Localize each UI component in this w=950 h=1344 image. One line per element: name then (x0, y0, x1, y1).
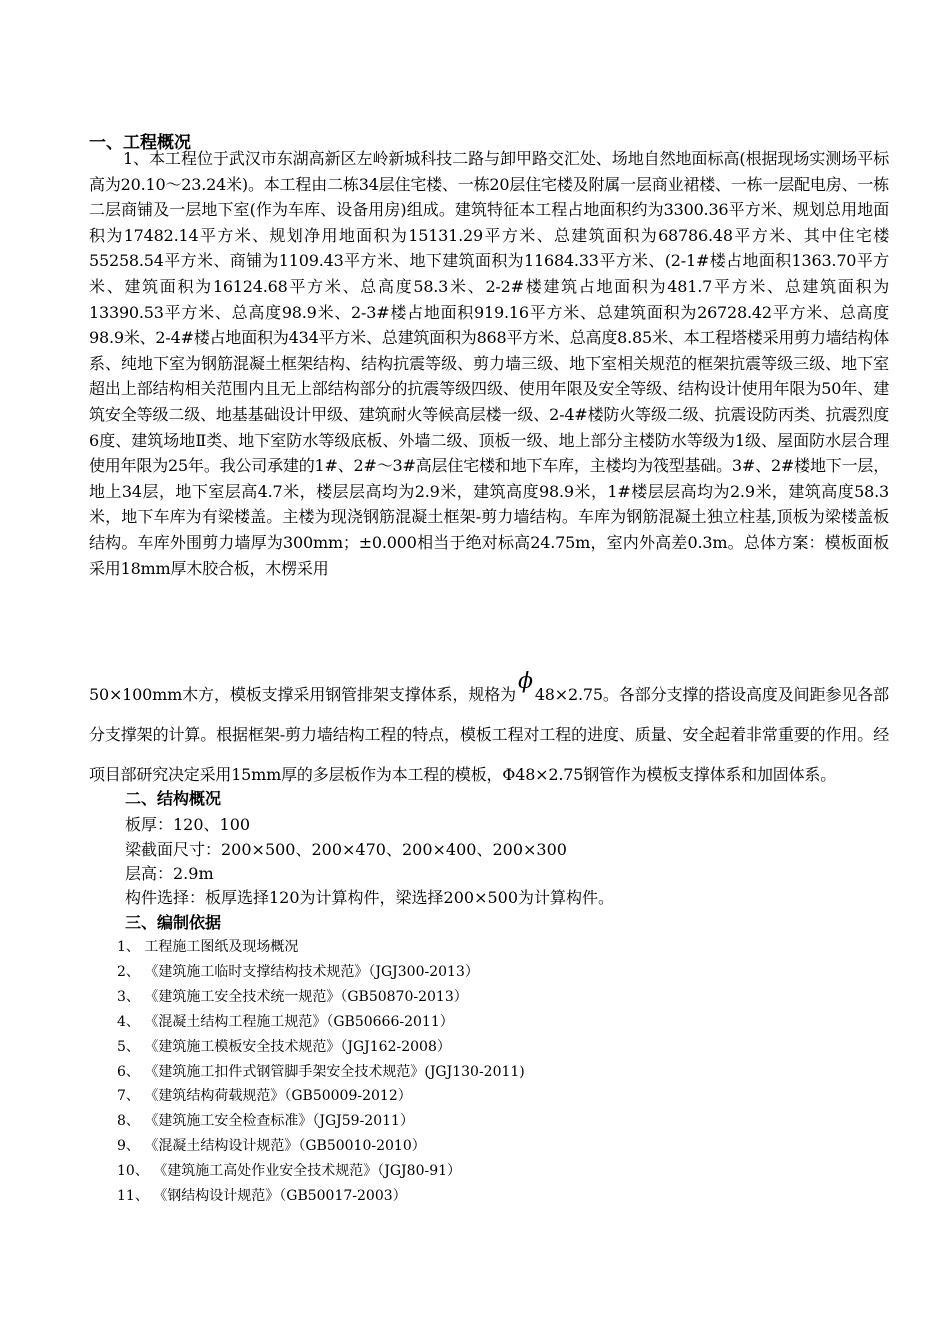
section1-paragraph-main: 1、本工程位于武汉市东湖高新区左岭新城科技二路与卸甲路交汇处、场地自然地面标高(根据现场实测场平标高为20.10～23.24米)。本工程由二栋34层住宅楼、一栋20层住宅楼及附属一层商业裙楼、一栋一层配电房、一栋二层商铺及一层地下室(作为车库、设备用房)组成。建筑特征本工程占地面积约为3300.36平方米、规划总用地面积为17482.14平方米、规划净用地面积为15131.29平方米、总建筑面积为68786.48平方米、其中住宅楼55258.54平方米、商铺为1109.43平方米、地下建筑面积为11684.33平方米、(2-1#楼占地面积1363.70平方米、建筑面积为16124.68平方米、总高度58.3米、2-2#楼建筑占地面积为481.7平方米、总建筑面积为13390.53平方米、总高度98.9米、2-3#楼占地面积919.16平方米、总建筑面积为26728.42平方米、总高度98.9米、2-4#楼占地面积为434平方米、总建筑面积为868平方米、总高度8.85米、本工程塔楼采用剪力墙结构体系、纯地下室为钢筋混凝土框架结构、结构抗震等级、剪力墙三级、地下室相关规范的框架抗震等级三级、地下室超出上部结构相关范围内且无上部结构部分的抗震等级四级、使用年限及安全等级、结构设计使用年限为50年、建筑安全等级二级、地基基础设计甲级、建筑耐火等候高层楼一级、2-4#楼防火等级二级、抗震设防丙类、抗震烈度6度、建筑场地Ⅱ类、地下室防水等级底板、外墙二级、顶板一级、地上部分主楼防水等级为1级、屋面防水层合理使用年限为25年。我公司承建的1#、2#～3#高层住宅楼和地下车库，主楼均为筏型基础。3#、2#楼地下一层，地上34层，地下室层高4.7米，楼层层高均为2.9米，建筑高度98.9米，1#楼层层高均为2.9米，建筑高度58.3米，地下车库为有梁楼盖。主楼为现浇钢筋混凝土框架-剪力墙结构。车库为钢筋混凝土独立柱基,顶板为梁楼盖板结构。车库外围剪力墙厚为300mm；±0.000相当于绝对标高24.75m，室内外高差0.3m。总体方案：模板面板采用18mm厚木胶合板，木楞采用 (89, 149, 889, 578)
reference-item: 11、 《钢结构设计规范》（GB50017-2003） (117, 1188, 407, 1204)
section2-line: 梁截面尺寸：200×500、200×470、200×400、200×300 (125, 840, 567, 859)
reference-item: 4、 《混凝土结构工程施工规范》（GB50666-2011） (117, 1014, 454, 1030)
reference-item: 10、 《建筑施工高处作业安全技术规范》（JGJ80-91） (117, 1163, 462, 1179)
section1-title: 一、工程概况 (89, 133, 191, 153)
reference-item: 8、 《建筑施工安全检查标准》（JGJ59-2011） (117, 1113, 414, 1129)
reference-item: 2、 《建筑施工临时支撑结构技术规范》（JGJ300-2013） (117, 964, 479, 980)
section1-paragraph-tail-b: 48×2.75。各部分支撑的搭设高度及间距参见各部分支撑架的计算。根据框架-剪力墙结构工程的特点，模板工程对工程的进度、质量、安全起着非常重要的作用。经项目部研究决定采用15mm厚的多层板作为本工程的模板，Φ48×2.75钢管作为模板支撑体系和加固体系。 (89, 685, 889, 784)
reference-item: 5、 《建筑施工模板安全技术规范》（JGJ162-2008） (117, 1039, 451, 1055)
section1-paragraph (89, 146, 889, 581)
section2-title: 二、结构概况 (125, 789, 222, 808)
section2-line: 构件选择：板厚选择120为计算构件，梁选择200×500为计算构件。 (125, 888, 615, 907)
section2-line: 板厚：120、100 (125, 815, 251, 834)
section1-paragraph-tail (89, 669, 889, 795)
reference-item: 7、 《建筑结构荷载规范》（GB50009-2012） (117, 1088, 412, 1104)
reference-item: 3、 《建筑施工安全技术统一规范》（GB50870-2013） (117, 989, 468, 1005)
section1-paragraph-tail-a: 50×100mm木方，模板支撑采用钢管排架支撑体系，规格为 (89, 685, 517, 704)
section3-title: 三、编制依据 (125, 913, 222, 932)
phi-symbol: ϕ (518, 669, 533, 694)
reference-item: 6、 《建筑施工扣件式钢管脚手架安全技术规范》(JGJ130-2011) (117, 1064, 525, 1080)
reference-item: 9、 《混凝土结构设计规范》（GB50010-2010） (117, 1138, 426, 1154)
reference-item: 1、 工程施工图纸及现场概况 (117, 939, 299, 955)
section2-line: 层高：2.9m (125, 864, 214, 883)
